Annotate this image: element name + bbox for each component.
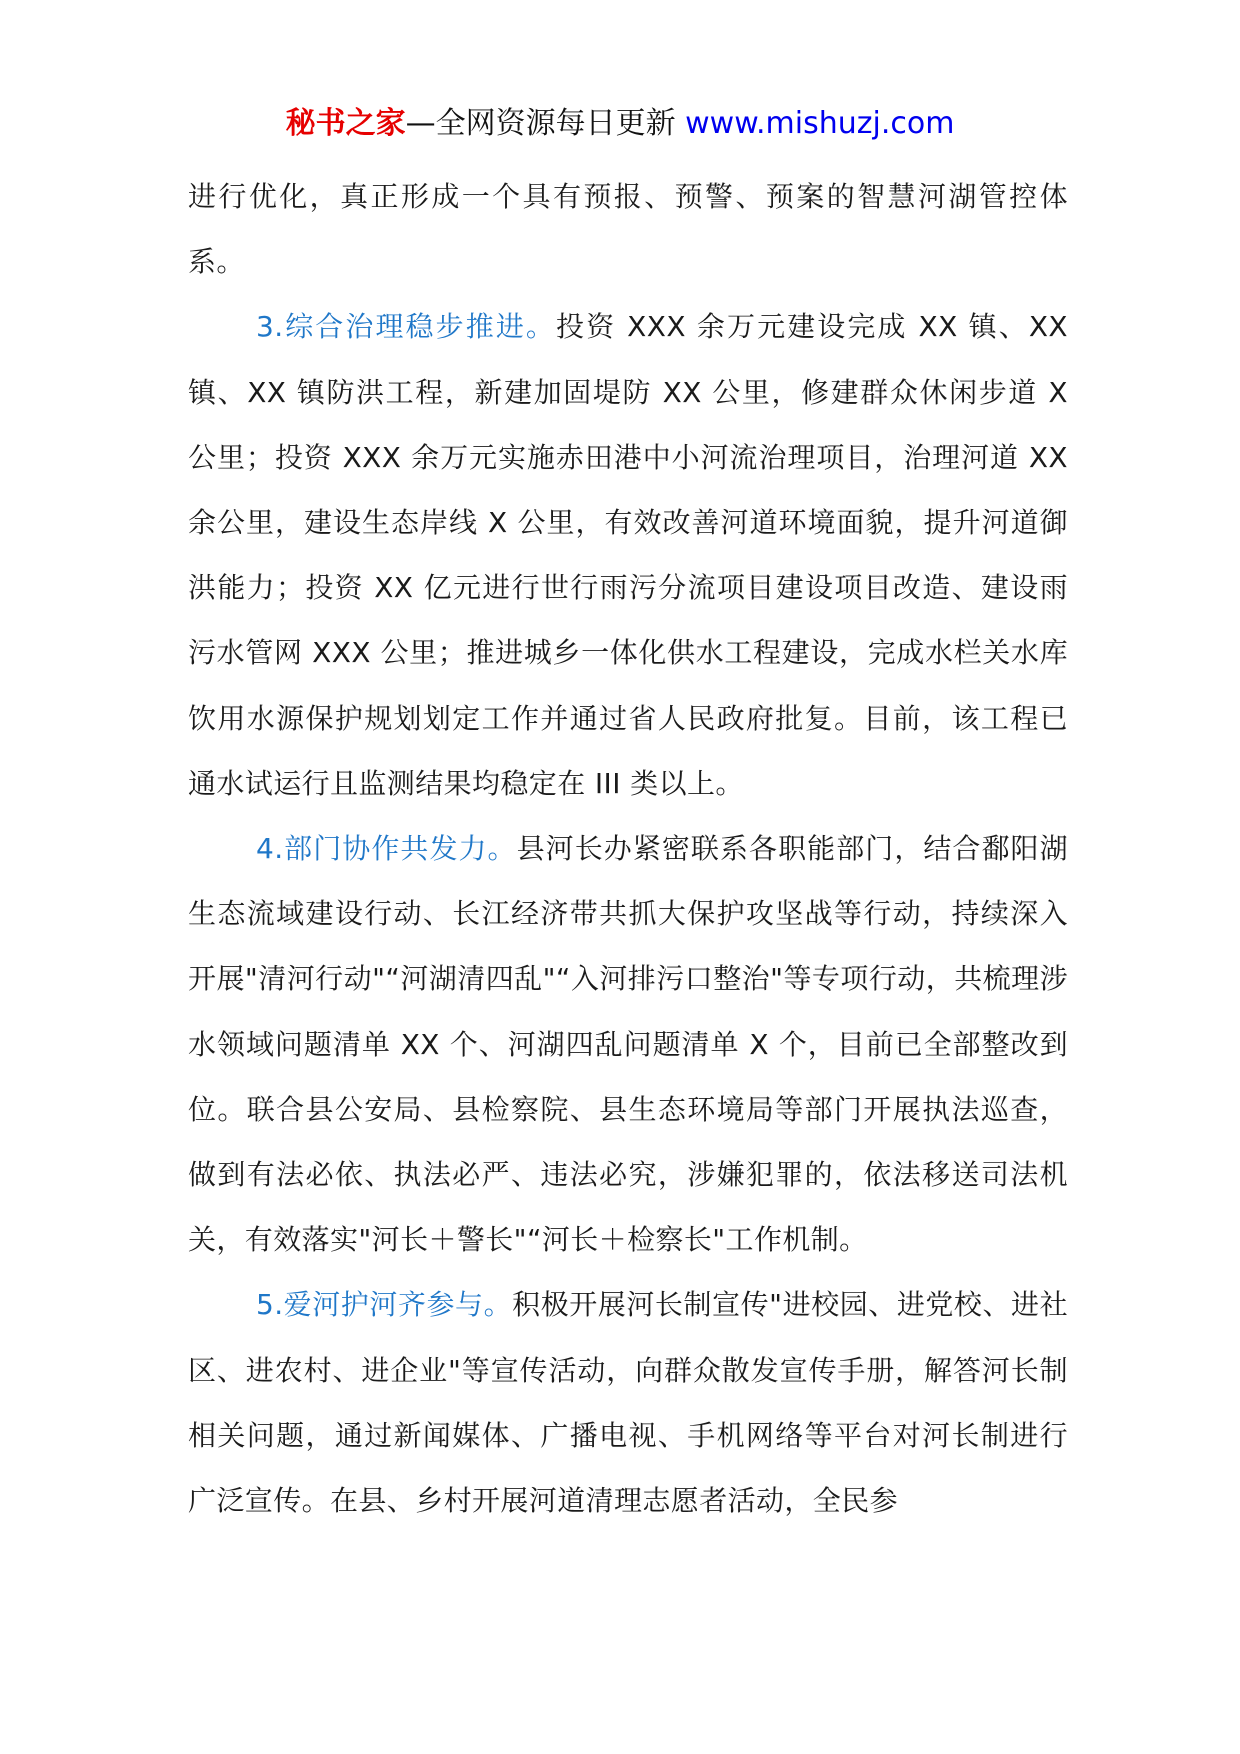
paragraph-comprehensive-governance [188, 294, 1068, 816]
section-heading: 3.综合治理稳步推进。 [256, 310, 556, 344]
paragraph-body: 进行优化，真正形成一个具有预报、预警、预案的智慧河湖管控体系。 [188, 180, 1068, 279]
paragraph-continuation [188, 164, 1068, 294]
section-heading: 5.爱河护河齐参与。 [256, 1288, 513, 1322]
section-heading: 4.部门协作共发力。 [256, 832, 517, 866]
document-body [188, 164, 1068, 1533]
paragraph-public-participation [188, 1272, 1068, 1533]
header-tagline: —全网资源每日更新 [405, 106, 686, 141]
paragraph-body: 积极开展河长制宣传"进校园、进党校、进社区、进农村、进企业"等宣传活动，向群众散发宣传手册，解答河长制相关问题，通过新闻媒体、广播电视、手机网络等平台对河长制进行广泛宣传。在县、乡村开展河道清理志愿者活动，全民参 [188, 1288, 1069, 1518]
paragraph-body: 投资 XXX 余万元建设完成 XX 镇、XX 镇、XX 镇防洪工程，新建加固堤防 XX 公里，修建群众休闲步道 X 公里；投资 XXX 余万元实施赤田港中小河流治理项目，治理河道 XX 余公里，建设生态岸线 X 公里，有效改善河道环境面貌，提升河道御洪能力；投资 XX 亿元进行世行雨污分流项目建设项目改造、建设雨污水管网 XXX 公里；推进城乡一体化供水工程建设，完成水栏关水库饮用水源保护规划划定工作并通过省人民政府批复。目前，该工程已通水试运行且监测结果均稳定在 III 类以上。 [188, 310, 1068, 800]
site-url-link[interactable]: www.mishuzj.com [685, 106, 955, 141]
brand-name: 秘书之家 [285, 106, 406, 141]
paragraph-body: 县河长办紧密联系各职能部门，结合鄱阳湖生态流域建设行动、长江经济带共抓大保护攻坚战等行动，持续深入开展"清河行动"“河湖清四乱"“入河排污口整治"等专项行动，共梳理涉水领域问题清单 XX 个、河湖四乱问题清单 X 个，目前已全部整改到位。联合县公安局、县检察院、县生态环境局等部门开展执法巡查，做到有法必依、执法必严、违法必究，涉嫌犯罪的，依法移送司法机关，有效落实"河长＋警长"“河长＋检察长"工作机制。 [188, 832, 1068, 1257]
paragraph-department-cooperation [188, 816, 1068, 1272]
site-header [0, 101, 1240, 147]
